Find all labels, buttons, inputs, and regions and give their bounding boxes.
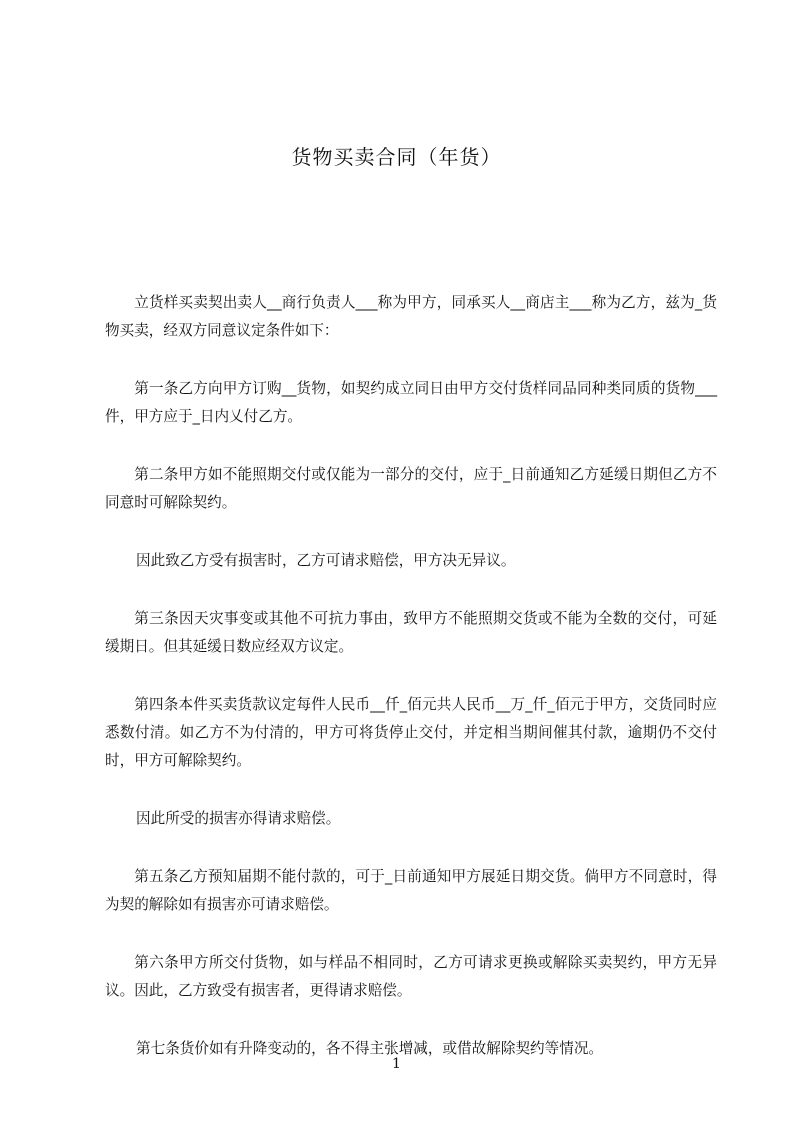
page-number: 1 bbox=[392, 1056, 401, 1072]
document-title: 货物买卖合同（年货） bbox=[291, 145, 502, 169]
article-4-continuation-paragraph: 因此所受的损害亦得请求赔偿。 bbox=[136, 810, 341, 827]
article-6-paragraph: 第六条甲方所交付货物，如与样品不相同时，乙方可请求更换或解除买卖契约，甲方无异议。因此，乙方致受有损害者，更得请求赔偿。 bbox=[105, 954, 717, 999]
article-1-paragraph: 第一条乙方向甲方订购__货物，如契约成立同日由甲方交付货样同品同种类同质的货物___件，甲方应于_日内乂付乙方。 bbox=[105, 380, 717, 425]
contract-body bbox=[105, 289, 717, 1093]
article-4-paragraph: 第四条本件买卖货款议定每件人民币__仟_佰元共人民币__万_仟_佰元于甲方，交货同时应悉数付清。如乙方不为付清的，甲方可将货停止交付，并定相当期间催其付款，逾期仍不交付时，甲方可解除契约。 bbox=[105, 696, 717, 769]
article-2-paragraph: 第二条甲方如不能照期交付或仅能为一部分的交付，应于_日前通知乙方延缓日期但乙方不同意时可解除契约。 bbox=[105, 466, 717, 511]
article-5-paragraph: 第五条乙方预知届期不能付款的，可于_日前通知甲方展延日期交货。倘甲方不同意时，得为契的解除如有损害亦可请求赔偿。 bbox=[105, 868, 717, 913]
preamble-paragraph: 立货样买卖契出卖人__商行负责人___称为甲方，同承买人__商店主___称为乙方，兹为_货物买卖，经双方同意议定条件如下： bbox=[105, 294, 717, 339]
article-7-paragraph: 第七条货价如有升降变动的，各不得主张增减，或借故解除契约等情况。 bbox=[136, 1040, 604, 1057]
article-3-paragraph: 第三条因天灾事变或其他不可抗力事由，致甲方不能照期交货或不能为全数的交付，可延缓期日。但其延缓日数应经双方议定。 bbox=[105, 610, 717, 655]
article-2-continuation-paragraph: 因此致乙方受有损害时，乙方可请求赔偿，甲方决无异议。 bbox=[136, 552, 516, 569]
